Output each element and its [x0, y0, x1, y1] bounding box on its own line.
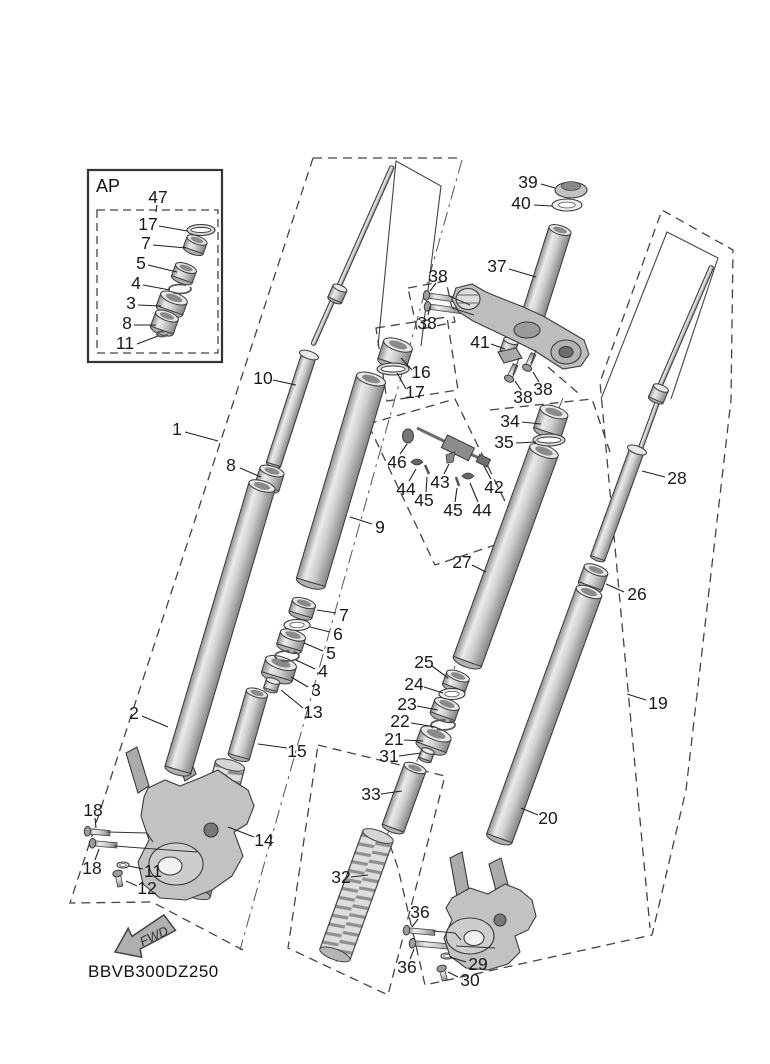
leader-line-4: [296, 660, 315, 669]
leader-line-35: [516, 442, 536, 443]
bracket-bolt-18: [89, 838, 117, 850]
leader-line-5: [148, 265, 177, 272]
left-bracket-pinch-hole: [204, 823, 218, 837]
callout-15: 15: [287, 741, 307, 761]
callout-35: 35: [494, 432, 514, 452]
leader-line-30: [448, 972, 458, 977]
callout-29: 29: [468, 954, 488, 974]
damper-rod-28-lower: [638, 402, 659, 451]
diagram-part-code: BBVB300DZ250: [88, 962, 219, 981]
callout-37: 37: [487, 256, 507, 276]
clamp-bolt-38: [503, 363, 520, 384]
leader-line-6: [310, 627, 330, 632]
bolt18-connector: [107, 832, 153, 842]
leader-line-24: [424, 687, 443, 693]
inner-tube-9: [295, 369, 387, 592]
bracket-bolt-36: [403, 925, 435, 937]
callout-24: 24: [404, 674, 424, 694]
bushing-7: [288, 595, 317, 622]
callout-4: 4: [318, 661, 328, 681]
callout-26: 26: [627, 584, 647, 604]
bracket-bolt-18: [84, 826, 110, 838]
ap-seal-5: [170, 260, 198, 287]
callout-42: 42: [484, 477, 504, 497]
leader-line-17: [159, 226, 187, 231]
callout-33: 33: [361, 784, 381, 804]
washer-6: [284, 620, 310, 631]
leader-line-7: [153, 245, 186, 248]
leader-line-37: [509, 269, 536, 277]
callout-18: 18: [82, 858, 102, 878]
oring-17: [377, 363, 409, 375]
adjuster-end-42: [476, 454, 490, 466]
leader-line-3: [291, 677, 308, 687]
callout-47: 47: [148, 187, 168, 207]
callout-1: 1: [172, 419, 182, 439]
callout-10: 10: [253, 368, 273, 388]
leader-line-40: [534, 205, 552, 206]
callout-11: 11: [115, 333, 135, 353]
dome-washer-39: [555, 182, 587, 198]
callout-20: 20: [538, 808, 558, 828]
leader-line-8: [240, 468, 261, 477]
callout-12: 12: [137, 878, 157, 898]
ap-inset-label: AP: [96, 176, 121, 196]
callout-38: 38: [417, 313, 437, 333]
outer-tube-2: [164, 477, 277, 778]
callout-2: 2: [129, 703, 139, 723]
callout-36: 36: [397, 957, 417, 977]
callout-5: 5: [136, 253, 146, 273]
oring-35: [533, 434, 565, 446]
clamp-stem-base: [514, 322, 540, 338]
callout-7: 7: [141, 233, 151, 253]
callout-22: 22: [390, 711, 410, 731]
leader-line-13: [281, 690, 303, 708]
callout-11: 11: [143, 861, 163, 881]
clamp-right-boss-hole: [559, 347, 573, 358]
leader-line-1: [185, 432, 218, 441]
leader-line-11: [137, 336, 158, 344]
callout-45: 45: [414, 490, 434, 510]
damper-tube-28: [587, 443, 647, 564]
leader-line-39: [541, 184, 555, 188]
callout-38: 38: [533, 379, 553, 399]
callout-17: 17: [405, 382, 425, 402]
leader-line-5: [304, 643, 323, 651]
screw-12: [112, 869, 125, 887]
leader-line-19: [627, 694, 646, 700]
leader-line-31: [399, 753, 421, 756]
screw-30: [436, 964, 449, 982]
leader-line-7: [317, 610, 336, 613]
callout-34: 34: [500, 411, 520, 431]
ap-bushing-7: [182, 233, 208, 258]
callout-16: 16: [411, 362, 431, 382]
callout-5: 5: [326, 643, 336, 663]
callout-30: 30: [460, 970, 480, 990]
callout-17: 17: [138, 214, 158, 234]
callout-45: 45: [443, 500, 463, 520]
callout-46: 46: [387, 452, 407, 472]
callout-31: 31: [379, 746, 399, 766]
fwd-arrow-label: FWD: [137, 923, 171, 950]
callout-8: 8: [226, 455, 236, 475]
damper-rod-10: [311, 165, 395, 346]
callout-39: 39: [518, 172, 538, 192]
callout-27: 27: [452, 552, 472, 572]
spacer-15: [227, 686, 269, 764]
leader-line-2: [142, 716, 168, 727]
right-axle-hole: [464, 931, 484, 946]
callout-18: 18: [83, 800, 103, 820]
part-44-clip: [462, 473, 474, 479]
callout-40: 40: [511, 193, 531, 213]
clamp-left-boss: [456, 289, 480, 310]
callout-3: 3: [311, 680, 321, 700]
leader-line-4: [143, 285, 170, 290]
leader-line-26: [606, 584, 624, 592]
callout-25: 25: [414, 652, 434, 672]
callout-44: 44: [472, 500, 492, 520]
washer-24: [439, 689, 465, 700]
ap-oring-17: [187, 225, 215, 236]
leader-line-28: [642, 471, 665, 477]
callout-43: 43: [430, 472, 450, 492]
callout-38: 38: [428, 266, 448, 286]
callout-3: 3: [126, 293, 136, 313]
leader-line-15: [258, 744, 287, 748]
fork-spring-32: [318, 826, 395, 965]
callout-32: 32: [331, 867, 351, 887]
callout-13: 13: [303, 702, 323, 722]
spacer-33: [381, 760, 428, 836]
damper-rod-28: [653, 265, 715, 399]
part-45-pin: [456, 477, 459, 486]
left-bracket-prong: [126, 747, 149, 793]
right-assembled-outline: [601, 232, 718, 399]
part-45-pin: [425, 465, 429, 474]
callout-6: 6: [333, 624, 343, 644]
part-44-clip: [411, 459, 423, 465]
callout-8: 8: [122, 313, 132, 333]
ring-nut-40: [552, 199, 582, 211]
clamp-bolt-38: [521, 352, 538, 373]
callout-28: 28: [667, 468, 687, 488]
callout-36: 36: [410, 902, 430, 922]
callout-7: 7: [339, 605, 349, 625]
part-46-clip: [403, 429, 414, 443]
part-43-cone: [446, 452, 455, 463]
damper-tube-10: [263, 348, 320, 470]
callout-44: 44: [396, 479, 416, 499]
leader-line-27: [472, 565, 486, 572]
leader-line-12: [126, 881, 137, 886]
callout-21: 21: [384, 729, 404, 749]
rod-collar-28: [647, 382, 669, 406]
right-bracket-pinch-hole: [494, 914, 506, 926]
callout-23: 23: [397, 694, 417, 714]
callout-38: 38: [513, 387, 533, 407]
callout-4: 4: [131, 273, 141, 293]
callout-9: 9: [375, 517, 385, 537]
leader-line-25: [432, 666, 448, 678]
callout-14: 14: [254, 830, 274, 850]
callout-19: 19: [648, 693, 668, 713]
washer-11: [117, 862, 129, 868]
callout-41: 41: [470, 332, 490, 352]
